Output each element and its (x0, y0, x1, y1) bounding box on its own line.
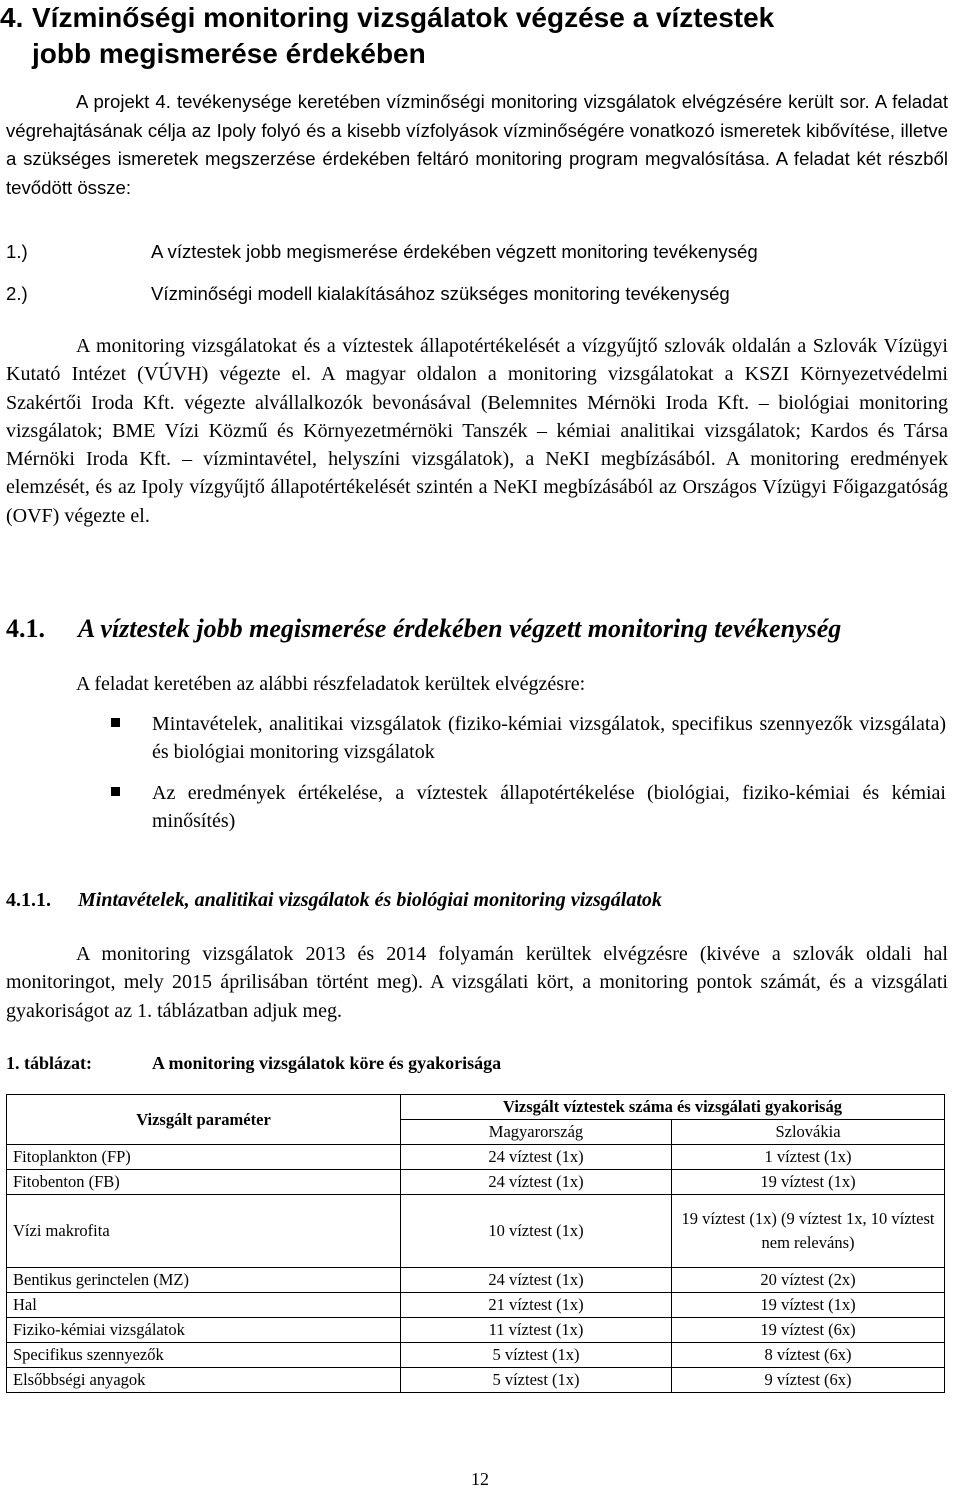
table-row (7, 1268, 945, 1293)
table-cell-hu: 21 víztest (1x) (401, 1293, 672, 1318)
section-4-1-1-heading (6, 884, 946, 916)
square-bullet-icon (111, 718, 120, 727)
table-header-slovakia: Szlovákia (672, 1120, 945, 1145)
table-cell-hu: 11 víztest (1x) (401, 1318, 672, 1343)
table-caption (6, 1050, 946, 1076)
subsection-title: Mintavételek, analitikai vizsgálatok és biológiai monitoring vizsgálatok (78, 889, 662, 911)
list-item-text: Az eredmények értékelése, a víztestek állapotértékelése (biológiai, fiziko-kémiai és kémiai minősítés) (152, 781, 946, 832)
table-cell-param: Elsőbbségi anyagok (7, 1368, 401, 1393)
table-cell-param: Specifikus szennyezők (7, 1343, 401, 1368)
enumeration-item-2 (6, 280, 946, 309)
intro-paragraph: A projekt 4. tevékenysége keretében vízminőségi monitoring vizsgálatok elvégzésére került sor. A feladat végrehajtásának célja az Ipoly folyó és a kisebb vízfolyások vízminőségére vonatkozó ismeretek kibővítése, illetve a szükséges ismeretek megszerzése érdekében feltáró monitoring program megvalósítása. A feladat két részből tevődött össze: (6, 91, 948, 198)
table-caption-number: 1. táblázat: (6, 1053, 92, 1073)
monitoring-table (6, 1094, 945, 1393)
table-cell-sk: 19 víztest (1x) (672, 1170, 945, 1195)
table-row (7, 1170, 945, 1195)
chapter-title-line1: Vízminőségi monitoring vizsgálatok végzése a víztestek (32, 2, 775, 33)
enumeration-text: A víztestek jobb megismerése érdekében végzett monitoring tevékenység (151, 241, 758, 262)
table-cell-hu: 5 víztest (1x) (401, 1368, 672, 1393)
table-row (7, 1145, 945, 1170)
square-bullet-icon (111, 787, 120, 796)
table-cell-sk: 19 víztest (1x) (9 víztest 1x, 10 víztest nem releváns) (672, 1195, 945, 1268)
section-4-1-intro: A feladat keretében az alábbi részfeladatok kerültek elvégzésre: (76, 673, 586, 695)
list-item (76, 710, 946, 767)
table-caption-title: A monitoring vizsgálatok köre és gyakorisága (152, 1053, 502, 1073)
table-row (7, 1318, 945, 1343)
table-cell-sk: 9 víztest (6x) (672, 1368, 945, 1393)
table-cell-sk: 8 víztest (6x) (672, 1343, 945, 1368)
table-cell-hu: 5 víztest (1x) (401, 1343, 672, 1368)
section-number: 4.1. (6, 614, 45, 643)
table-cell-hu: 24 víztest (1x) (401, 1145, 672, 1170)
subtask-list (76, 710, 946, 847)
table-cell-param: Bentikus gerinctelen (MZ) (7, 1268, 401, 1293)
table-header-parameter: Vizsgált paraméter (7, 1095, 401, 1145)
monitoring-paragraph: A monitoring vizsgálatokat és a víztestek állapotértékelését a vízgyűjtő szlovák oldalán a Szlovák Vízügyi Kutató Intézet (VÚVH) végezte el. A magyar oldalon a monitoring vizsgálatokat a KSZI Környezetvédelmi Szakértői Iroda Kft. végezte alvállalkozók bevonásával (Belemnites Mérnöki Iroda Kft. – biológiai monitoring vizsgálatok; BME Vízi Közmű és Környezetmérnöki Tanszék – kémiai analitikai vizsgálatok; Kardos és Társa Mérnöki Iroda Kft. – vízmintavétel, helyszíni vizsgálatok), a NeKI megbízásából. A monitoring eredmények elemzését, és az Ipoly vízgyűjtő állapotértékelését szintén a NeKI megbízásából az Országos Vízügyi Főigazgatóság (OVF) végezte el. (6, 335, 948, 527)
page-number: 12 (471, 1469, 489, 1489)
table-row (7, 1368, 945, 1393)
table-row (7, 1343, 945, 1368)
table-cell-param: Vízi makrofita (7, 1195, 401, 1268)
table-cell-param: Hal (7, 1293, 401, 1318)
table-cell-sk: 19 víztest (6x) (672, 1318, 945, 1343)
chapter-heading (0, 0, 950, 72)
list-item-text: Mintavételek, analitikai vizsgálatok (fiziko-kémiai vizsgálatok, specifikus szennyezők vizsgálata) és biológiai monitoring vizsgálatok (152, 713, 946, 764)
enumeration-number: 1.) (6, 241, 28, 262)
section-4-1-1-paragraph: A monitoring vizsgálatok 2013 és 2014 folyamán kerültek elvégzésre (kivéve a szlovák oldali hal monitoringot, mely 2015 áprilisában történt meg). A vizsgálati kört, a monitoring pontok számát, és a vizsgálati gyakoriságot az 1. táblázatban adjuk meg. (6, 943, 948, 1022)
table-header-group: Vizsgált víztestek száma és vizsgálati gyakoriság (401, 1095, 945, 1120)
table-row (7, 1293, 945, 1318)
chapter-title-line2: jobb megismerése érdekében (32, 38, 426, 69)
table-cell-sk: 19 víztest (1x) (672, 1293, 945, 1318)
table-header-hungary: Magyarország (401, 1120, 672, 1145)
enumeration-item-1 (6, 238, 946, 267)
table-cell-hu: 24 víztest (1x) (401, 1170, 672, 1195)
section-title: A víztestek jobb megismerése érdekében végzett monitoring tevékenység (78, 614, 842, 643)
table-cell-hu: 10 víztest (1x) (401, 1195, 672, 1268)
enumeration-text: Vízminőségi modell kialakításához szükséges monitoring tevékenység (151, 283, 730, 304)
table-cell-sk: 20 víztest (2x) (672, 1268, 945, 1293)
subsection-number: 4.1.1. (6, 889, 51, 911)
table-cell-hu: 24 víztest (1x) (401, 1268, 672, 1293)
table-cell-sk: 1 víztest (1x) (672, 1145, 945, 1170)
table-cell-param: Fiziko-kémiai vizsgálatok (7, 1318, 401, 1343)
table-cell-param: Fitobenton (FB) (7, 1170, 401, 1195)
section-4-1-heading (6, 612, 946, 646)
enumeration-number: 2.) (6, 283, 28, 304)
list-item (76, 779, 946, 836)
chapter-number: 4. (0, 2, 24, 33)
table-cell-param: Fitoplankton (FP) (7, 1145, 401, 1170)
table-row (7, 1195, 945, 1268)
